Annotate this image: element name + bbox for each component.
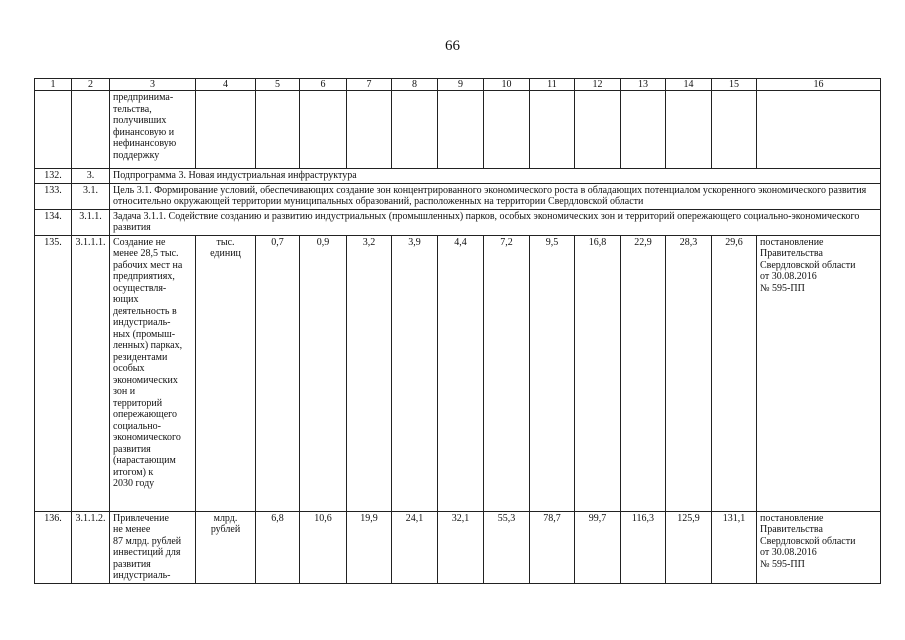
value-cell: 16,8 (575, 235, 621, 511)
value-cell: 125,9 (666, 511, 712, 583)
column-header-row (35, 79, 881, 91)
row-code-cell: 3.1. (72, 183, 110, 209)
table-row (35, 235, 881, 511)
value-cell: 6,8 (256, 511, 300, 583)
empty-cell (438, 91, 484, 169)
value-cell: 7,2 (484, 235, 530, 511)
indicator-name-cell: Создание не менее 28,5 тыс. рабочих мест на предприятиях, осуществля- ющих деятельность в индустриаль- ных (промыш- ленных) парках, резидентами особых экономических зон и территорий опережающего социально- экономического развития (нарастающим итогом) к 2030 году (110, 235, 196, 511)
row-code-cell: 3.1.1.2. (72, 511, 110, 583)
row-number-cell: 132. (35, 169, 72, 184)
empty-cell (392, 91, 438, 169)
value-cell: 0,9 (300, 235, 347, 511)
row-code-cell: 3.1.1.1. (72, 235, 110, 511)
table-row (35, 209, 881, 235)
column-header: 1 (35, 79, 72, 91)
empty-cell (530, 91, 575, 169)
column-header: 11 (530, 79, 575, 91)
empty-cell (196, 91, 256, 169)
row-code-cell: 3.1.1. (72, 209, 110, 235)
empty-cell (621, 91, 666, 169)
column-header: 5 (256, 79, 300, 91)
column-header: 3 (110, 79, 196, 91)
row-code-cell: 3. (72, 169, 110, 184)
column-header: 9 (438, 79, 484, 91)
row-number-cell: 133. (35, 183, 72, 209)
row-number-cell (35, 91, 72, 169)
row-number-cell: 135. (35, 235, 72, 511)
value-cell: 22,9 (621, 235, 666, 511)
indicator-name-cell: Привлечение не менее 87 млрд. рублей инвестиций для развития индустриаль- (110, 511, 196, 583)
empty-cell (757, 91, 881, 169)
column-header: 7 (347, 79, 392, 91)
indicator-name-cell: предпринима- тельства, получивших финансовую и нефинансовую поддержку (110, 91, 196, 169)
column-header: 14 (666, 79, 712, 91)
section-title-cell: Задача 3.1.1. Содействие созданию и развитию индустриальных (промышленных) парков, особых экономических зон и территорий опережающего социально-экономического развития (110, 209, 881, 235)
value-cell: 131,1 (712, 511, 757, 583)
table-row (35, 511, 881, 583)
empty-cell (666, 91, 712, 169)
empty-cell (256, 91, 300, 169)
row-number-cell: 136. (35, 511, 72, 583)
empty-cell (575, 91, 621, 169)
value-cell: 19,9 (347, 511, 392, 583)
column-header: 12 (575, 79, 621, 91)
empty-cell (300, 91, 347, 169)
value-cell: 55,3 (484, 511, 530, 583)
value-cell: 3,9 (392, 235, 438, 511)
value-cell: 78,7 (530, 511, 575, 583)
table-row (35, 91, 881, 169)
section-title-cell: Цель 3.1. Формирование условий, обеспечивающих создание зон концентрированного экономического роста в обладающих потенциалом ускоренного экономического развития относительно окружающей территории муниципальных образований, расположенных на территории Свердловской области (110, 183, 881, 209)
table-row (35, 183, 881, 209)
value-cell: 3,2 (347, 235, 392, 511)
empty-cell (484, 91, 530, 169)
column-header: 6 (300, 79, 347, 91)
value-cell: 29,6 (712, 235, 757, 511)
value-cell: 9,5 (530, 235, 575, 511)
value-cell: 116,3 (621, 511, 666, 583)
value-cell: 24,1 (392, 511, 438, 583)
unit-cell: млрд. рублей (196, 511, 256, 583)
source-cell: постановление Правительства Свердловской области от 30.08.2016 № 595-ПП (757, 235, 881, 511)
value-cell: 99,7 (575, 511, 621, 583)
row-code-cell (72, 91, 110, 169)
row-number-cell: 134. (35, 209, 72, 235)
column-header: 15 (712, 79, 757, 91)
column-header: 10 (484, 79, 530, 91)
unit-cell: тыс. единиц (196, 235, 256, 511)
empty-cell (347, 91, 392, 169)
column-header: 2 (72, 79, 110, 91)
value-cell: 32,1 (438, 511, 484, 583)
value-cell: 28,3 (666, 235, 712, 511)
column-header: 4 (196, 79, 256, 91)
column-header: 8 (392, 79, 438, 91)
empty-cell (712, 91, 757, 169)
value-cell: 4,4 (438, 235, 484, 511)
page-number: 66 (445, 38, 460, 54)
value-cell: 0,7 (256, 235, 300, 511)
column-header: 16 (757, 79, 881, 91)
value-cell: 10,6 (300, 511, 347, 583)
column-header: 13 (621, 79, 666, 91)
source-cell: постановление Правительства Свердловской области от 30.08.2016 № 595-ПП (757, 511, 881, 583)
section-title-cell: Подпрограмма 3. Новая индустриальная инфраструктура (110, 169, 881, 184)
indicator-table (34, 78, 881, 584)
table-row (35, 169, 881, 184)
